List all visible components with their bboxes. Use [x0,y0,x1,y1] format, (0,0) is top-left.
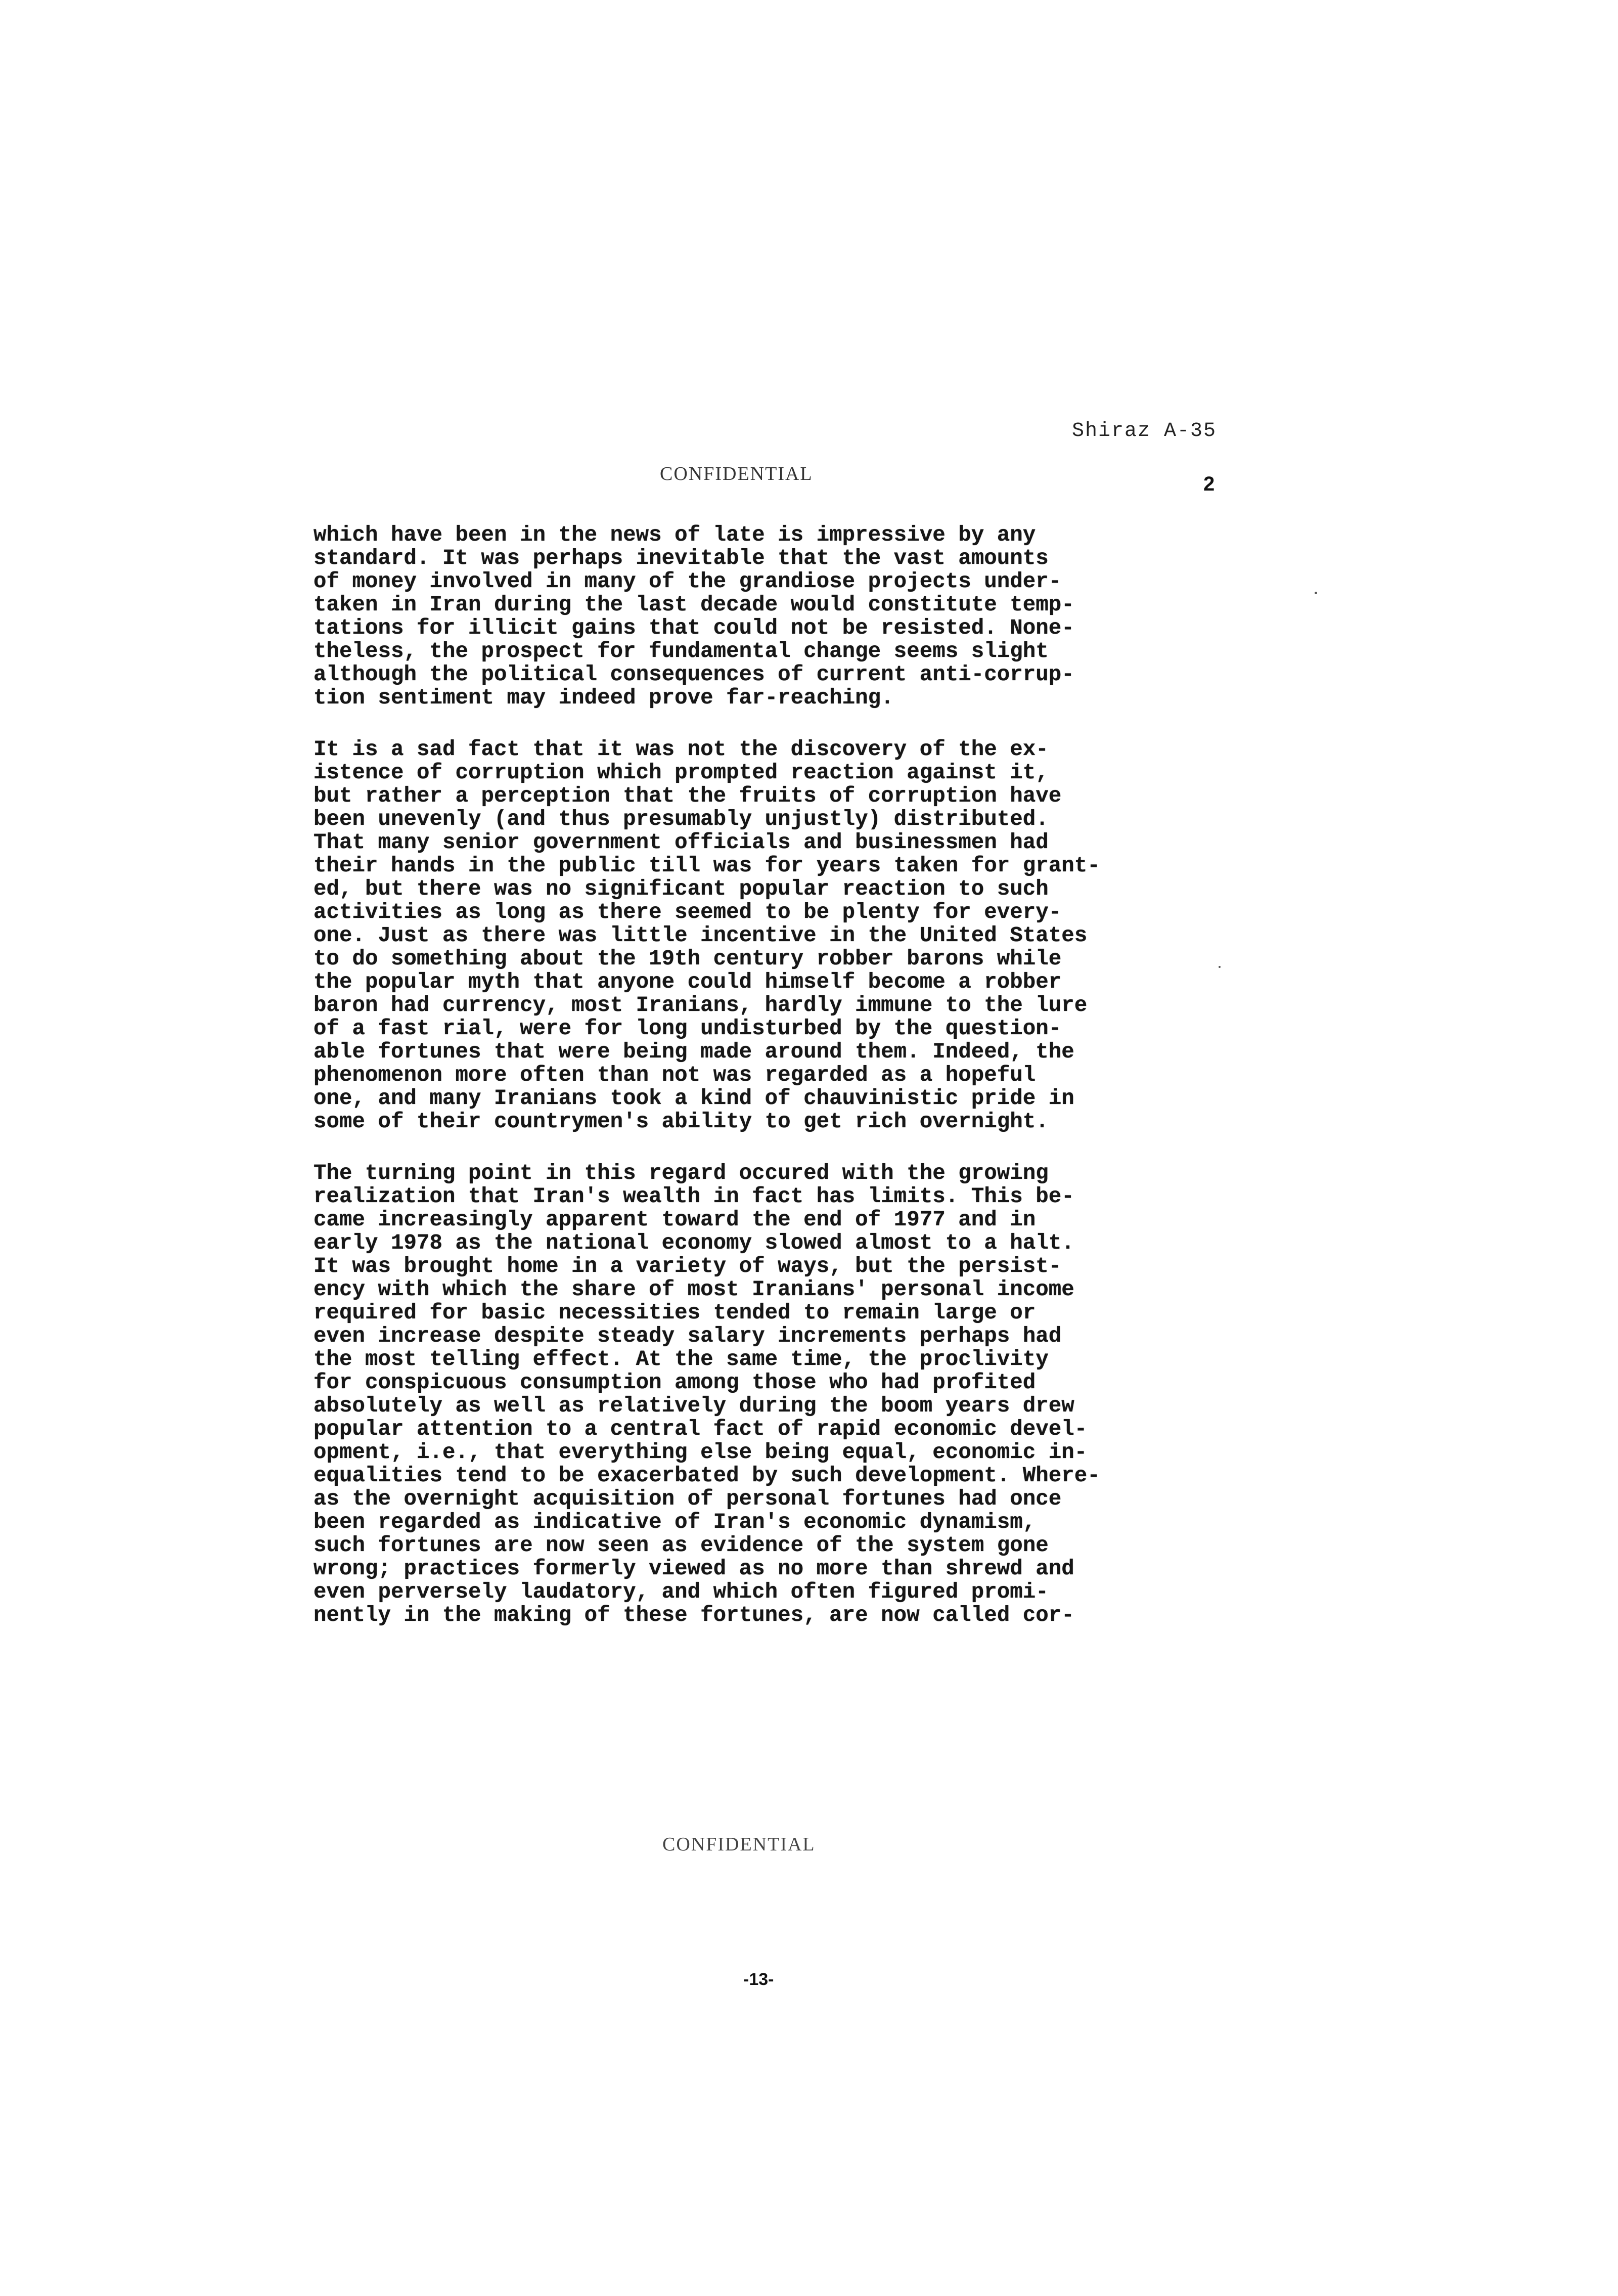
text-line: as the overnight acquisition of personal fortunes had once [313,1487,1062,1511]
text-line: of a fast rial, were for long undisturbed by the question- [313,1017,1062,1041]
document-reference: Shiraz A-35 [1072,420,1217,443]
text-line: been regarded as indicative of Iran's economic dynamism, [313,1510,1036,1534]
text-line: some of their countrymen's ability to get rich overnight. [313,1110,1049,1134]
text-line: required for basic necessities tended to remain large or [313,1301,1036,1325]
text-line: phenomenon more often than not was regarded as a hopeful [313,1063,1036,1087]
body-text [313,523,1305,1655]
text-line: one. Just as there was little incentive in the United States [313,923,1088,948]
text-line: came increasingly apparent toward the end of 1977 and in [313,1208,1036,1232]
classification-header: CONFIDENTIAL [660,463,813,484]
text-line: for conspicuous consumption among those who had profited [313,1371,1036,1395]
text-line: which have been in the news of late is impressive by any [313,523,1036,547]
text-line: It is a sad fact that it was not the discovery of the ex- [313,737,1049,762]
text-line: baron had currency, most Iranians, hardly immune to the lure [313,993,1088,1018]
text-line: The turning point in this regard occured with the growing [313,1161,1049,1185]
text-line: able fortunes that were being made around them. Indeed, the [313,1040,1074,1064]
text-line: although the political consequences of current anti-corrup- [313,663,1074,687]
text-line: of money involved in many of the grandiose projects under- [313,569,1062,594]
paragraph [313,523,1305,710]
text-line: such fortunes are now seen as evidence of the system gone [313,1533,1049,1558]
text-line: but rather a perception that the fruits of corruption have [313,784,1062,808]
text-line: one, and many Iranians took a kind of chauvinistic pride in [313,1086,1074,1111]
text-line: ed, but there was no significant popular reaction to such [313,877,1049,901]
paragraph [313,1162,1305,1627]
text-line: been unevenly (and thus presumably unjustly) distributed. [313,807,1049,831]
text-line: ency with which the share of most Iranians' personal income [313,1277,1074,1302]
text-line: popular attention to a central fact of rapid economic devel- [313,1417,1088,1441]
text-line: That many senior government officials and businessmen had [313,830,1049,855]
text-line: even perversely laudatory, and which often figured promi- [313,1580,1049,1604]
text-line: realization that Iran's wealth in fact has limits. This be- [313,1184,1074,1209]
text-line: It was brought home in a variety of ways, but the persist- [313,1254,1062,1278]
text-line: wrong; practices formerly viewed as no more than shrewd and [313,1557,1074,1581]
text-line: standard. It was perhaps inevitable that the vast amounts [313,546,1049,570]
text-line: absolutely as well as relatively during the boom years drew [313,1394,1074,1418]
page-number-header: 2 [1203,473,1215,495]
text-line: taken in Iran during the last decade would constitute temp- [313,593,1074,617]
text-line: equalities tend to be exacerbated by such development. Where- [313,1464,1100,1488]
text-line: istence of corruption which prompted reaction against it, [313,761,1049,785]
scan-speck [1219,966,1221,968]
text-line: tion sentiment may indeed prove far-reaching. [313,686,894,710]
text-line: theless, the prospect for fundamental change seems slight [313,639,1049,664]
text-line: opment, i.e., that everything else being equal, economic in- [313,1440,1088,1465]
text-line: even increase despite steady salary increments perhaps had [313,1324,1062,1348]
text-line: their hands in the public till was for years taken for grant- [313,854,1100,878]
text-line: nently in the making of these fortunes, are now called cor- [313,1603,1074,1627]
page-number-footer: -13- [743,1970,774,1989]
text-line: activities as long as there seemed to be plenty for every- [313,900,1062,924]
text-line: the popular myth that anyone could himself become a robber [313,970,1062,994]
classification-footer: CONFIDENTIAL [662,1834,816,1855]
paragraph [313,738,1305,1133]
text-line: to do something about the 19th century robber barons while [313,947,1062,971]
text-line: the most telling effect. At the same time, the proclivity [313,1347,1049,1372]
text-line: tations for illicit gains that could not be resisted. None- [313,616,1074,640]
scan-speck [1315,592,1317,594]
text-line: early 1978 as the national economy slowed almost to a halt. [313,1231,1074,1255]
